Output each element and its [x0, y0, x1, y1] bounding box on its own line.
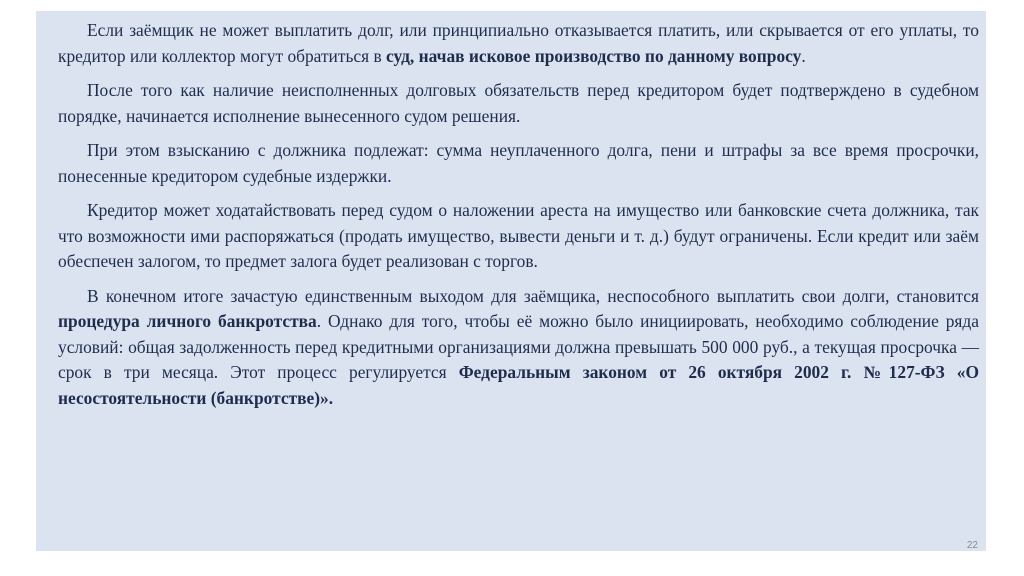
paragraph-bankruptcy-text-2: . Однако для того, чтобы её можно было инициировать, необходимо соблюдение ряда условий: общая задолженность перед кредитными организациями должна превышать 500 000 руб., а текущая просрочка — срок в три месяца. Этот процесс регулируется	[58, 311, 979, 383]
paragraph-court	[58, 18, 979, 69]
page-number: 22	[966, 540, 978, 551]
paragraph-bankruptcy-bold-1: процедура личного банкротства	[58, 311, 317, 332]
slide-text	[58, 18, 979, 420]
paragraph-arrest: Кредитор может ходатайствовать перед судом о наложении ареста на имущество или банковские счета должника, так что возможности ими распоряжаться (продать имущество, вывести деньги и т. д.) будут ограничены. Если кредит или заём обеспечен залогом, то предмет залога будет реализован с торгов.	[58, 199, 979, 272]
paragraph-court-text: Если заёмщик не может выплатить долг, или принципиально отказывается платить, или скрывается от его уплаты, то кредитор или коллектор могут обратиться в	[58, 20, 979, 66]
slide-content-box	[36, 11, 986, 551]
paragraph-bankruptcy-text-1: В конечном итоге зачастую единственным выходом для заёмщика, неспособного выплатить свои долги, становится	[87, 285, 979, 306]
paragraph-court-bold: суд, начав исковое производство по данному вопросу	[386, 45, 802, 66]
paragraph-recovery: При этом взысканию с должника подлежат: сумма неуплаченного долга, пени и штрафы за все время просрочки, понесенные кредитором судебные издержки.	[58, 139, 979, 186]
paragraph-enforcement: После того как наличие неисполненных долговых обязательств перед кредитором будет подтверждено в судебном порядке, начинается исполнение вынесенного судом решения.	[58, 79, 979, 126]
paragraph-bankruptcy-law: Федеральным законом от 26 октября 2002 г. №127-ФЗ «О несостоятельности (банкротстве)».	[58, 362, 980, 408]
paragraph-bankruptcy	[58, 284, 979, 412]
paragraph-court-end: .	[801, 45, 806, 66]
